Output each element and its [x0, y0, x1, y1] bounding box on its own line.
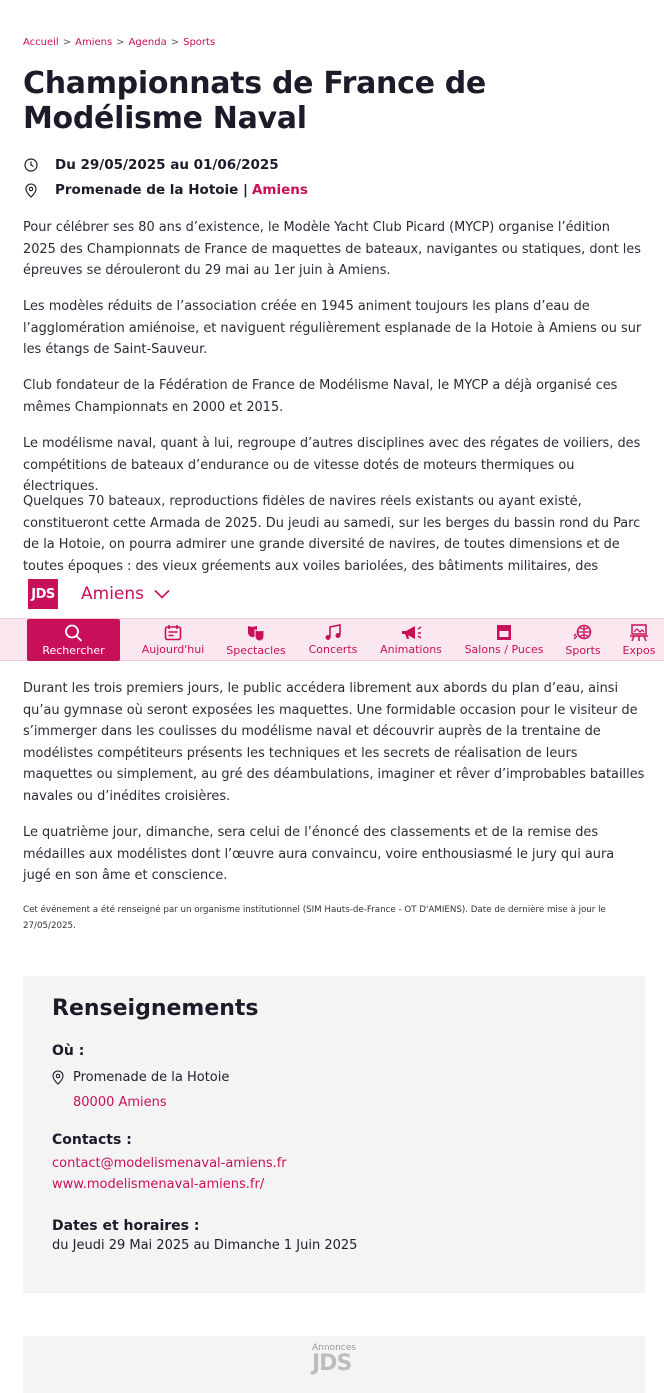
- city-selector-label: Amiens: [81, 584, 145, 604]
- page-title: Championnats de France de Modélisme Naval: [23, 66, 486, 136]
- nav-search[interactable]: [27, 619, 120, 661]
- nav-concerts-label: Concerts: [308, 643, 358, 656]
- breadcrumb-agenda[interactable]: Agenda: [128, 37, 167, 48]
- nav-search-label: Rechercher: [42, 643, 105, 657]
- description-overflow: [0, 495, 664, 575]
- megaphone-icon: [400, 624, 422, 641]
- stall-icon: [495, 624, 513, 641]
- description-paragraph: Pour célébrer ses 80 ans d’existence, le Modèle Yacht Club Picard (MYCP) organise l’édition 2025 des Championnats de France de maquettes de bateaux, navigantes ou statiques, dont les épreuves se dérouleront du 29 mai au 1er juin à Amiens.: [23, 220, 641, 278]
- nav-concerts[interactable]: [303, 619, 363, 661]
- event-place: [23, 182, 308, 198]
- sports-ball-icon: [573, 624, 593, 642]
- description-paragraph: Les modèles réduits de l’association créée en 1945 animent toujours les plans d’eau de l’agglomération amiénoise, et naviguent régulièrement esplanade de la Hotoie à Amiens ou sur les étangs de Saint-Sauveur.: [23, 299, 642, 357]
- ads-banner: [23, 1336, 645, 1393]
- nav-animations[interactable]: [376, 619, 446, 661]
- event-dates-text: Du 29/05/2025 au 01/06/2025: [55, 157, 279, 173]
- breadcrumb-city[interactable]: Amiens: [75, 37, 113, 48]
- event-place-text: Promenade de la Hotoie |: [55, 182, 248, 198]
- calendar-icon: [164, 624, 182, 641]
- description-paragraph: Le quatrième jour, dimanche, sera celui de l’énoncé des classements et de la remise des médailles aux modélistes dont l’œuvre aura convaincu, voire enthousiasmé le jury qui aura jugé en son âme et conscience.: [23, 825, 615, 883]
- contact-email-link[interactable]: contact@modelismenaval-amiens.fr: [52, 1156, 287, 1171]
- chevron-down-icon: [154, 589, 170, 599]
- info-panel: [23, 976, 645, 1293]
- nav-shows-label: Spectacles: [226, 643, 286, 657]
- nav-shows[interactable]: [222, 619, 290, 661]
- nav-expos[interactable]: [618, 619, 660, 661]
- city-selector[interactable]: [81, 584, 170, 604]
- location-pin-icon: [23, 182, 39, 198]
- nav-sports[interactable]: [560, 619, 606, 661]
- dates-text: du Jeudi 29 Mai 2025 au Dimanche 1 Juin 2025: [52, 1238, 358, 1253]
- description-paragraph: Quelques 70 bateaux, reproductions fidèles de navires réels existants ou ayant existé, constitueront cette Armada de 2025. Du jeudi au samedi, sur les berges du bassin rond du Parc de la Hotoie, on pourra admirer une grande diversité de navires, de toutes dimensions et de toutes époques : des vieux gréements aux voiles bariolées, des bâtiments militaires, des: [23, 495, 641, 574]
- clock-icon: [23, 157, 39, 173]
- category-nav: [0, 618, 664, 661]
- easel-picture-icon: [629, 624, 649, 642]
- music-note-icon: [324, 624, 342, 641]
- nav-fairs-label: Salons / Puces: [464, 643, 544, 656]
- breadcrumb-home[interactable]: Accueil: [23, 37, 59, 48]
- search-icon: [64, 624, 84, 642]
- city-bar: [0, 575, 664, 618]
- ads-brand: JDS: [312, 1351, 352, 1376]
- description-paragraph: Club fondateur de la Fédération de France de Modélisme Naval, le MYCP a déjà organisé ces mêmes Championnats en 2000 et 2015.: [23, 378, 618, 415]
- event-dates: [23, 157, 279, 173]
- nav-expos-label: Expos: [622, 643, 656, 657]
- description-paragraph: Le modélisme naval, quant à lui, regroupe d’autres disciplines avec des régates de voiliers, des compétitions de bateaux d’endurance ou de vitesse dotés de moteurs thermiques ou électriques.: [23, 436, 641, 494]
- breadcrumb-sports[interactable]: Sports: [183, 37, 216, 48]
- breadcrumb-separator: >: [170, 37, 180, 48]
- venue-postal-link[interactable]: 80000 Amiens: [73, 1095, 167, 1110]
- dates-label: Dates et horaires :: [52, 1218, 200, 1234]
- ads-label: Annonces: [312, 1343, 356, 1353]
- nav-animations-label: Animations: [380, 643, 442, 656]
- nav-today-label: Aujourd'hui: [141, 643, 205, 656]
- nav-sports-label: Sports: [565, 643, 601, 657]
- theater-masks-icon: [246, 624, 266, 642]
- event-city-link[interactable]: Amiens: [251, 182, 308, 198]
- where-label: Où :: [52, 1043, 85, 1059]
- nav-fairs[interactable]: [461, 619, 547, 661]
- source-note: Cet événement a été renseigné par un organisme institutionnel (SIM Hauts-de-France - OT D'AMIENS). Date de dernière mise à jour le 27/05/2025.: [23, 905, 606, 931]
- contact-website-link[interactable]: www.modelismenaval-amiens.fr/: [52, 1177, 265, 1192]
- breadcrumb: [23, 37, 215, 48]
- location-pin-icon: [52, 1070, 64, 1089]
- nav-today[interactable]: [137, 619, 209, 661]
- info-heading: Renseignements: [52, 996, 259, 1021]
- description-paragraph: Durant les trois premiers jours, le public accédera librement aux abords du plan d’eau, ainsi qu’au gymnase où seront exposées les maquettes. Une formidable occasion pour le visiteur de s’immerger dans les coulisses du modélisme naval et découvrir auprès de la trentaine de modélistes compétiteurs présents les techniques et les secrets de réalisation de leurs maquettes ou simplement, au gré des déambulations, imaginer et rêver d’improbables batailles navales ou d’inédites croisières.: [23, 681, 645, 804]
- venue-name: Promenade de la Hotoie: [73, 1070, 230, 1085]
- contacts-label: Contacts :: [52, 1132, 132, 1148]
- jds-logo[interactable]: JDS: [28, 579, 58, 609]
- breadcrumb-separator: >: [62, 37, 72, 48]
- breadcrumb-separator: >: [116, 37, 125, 48]
